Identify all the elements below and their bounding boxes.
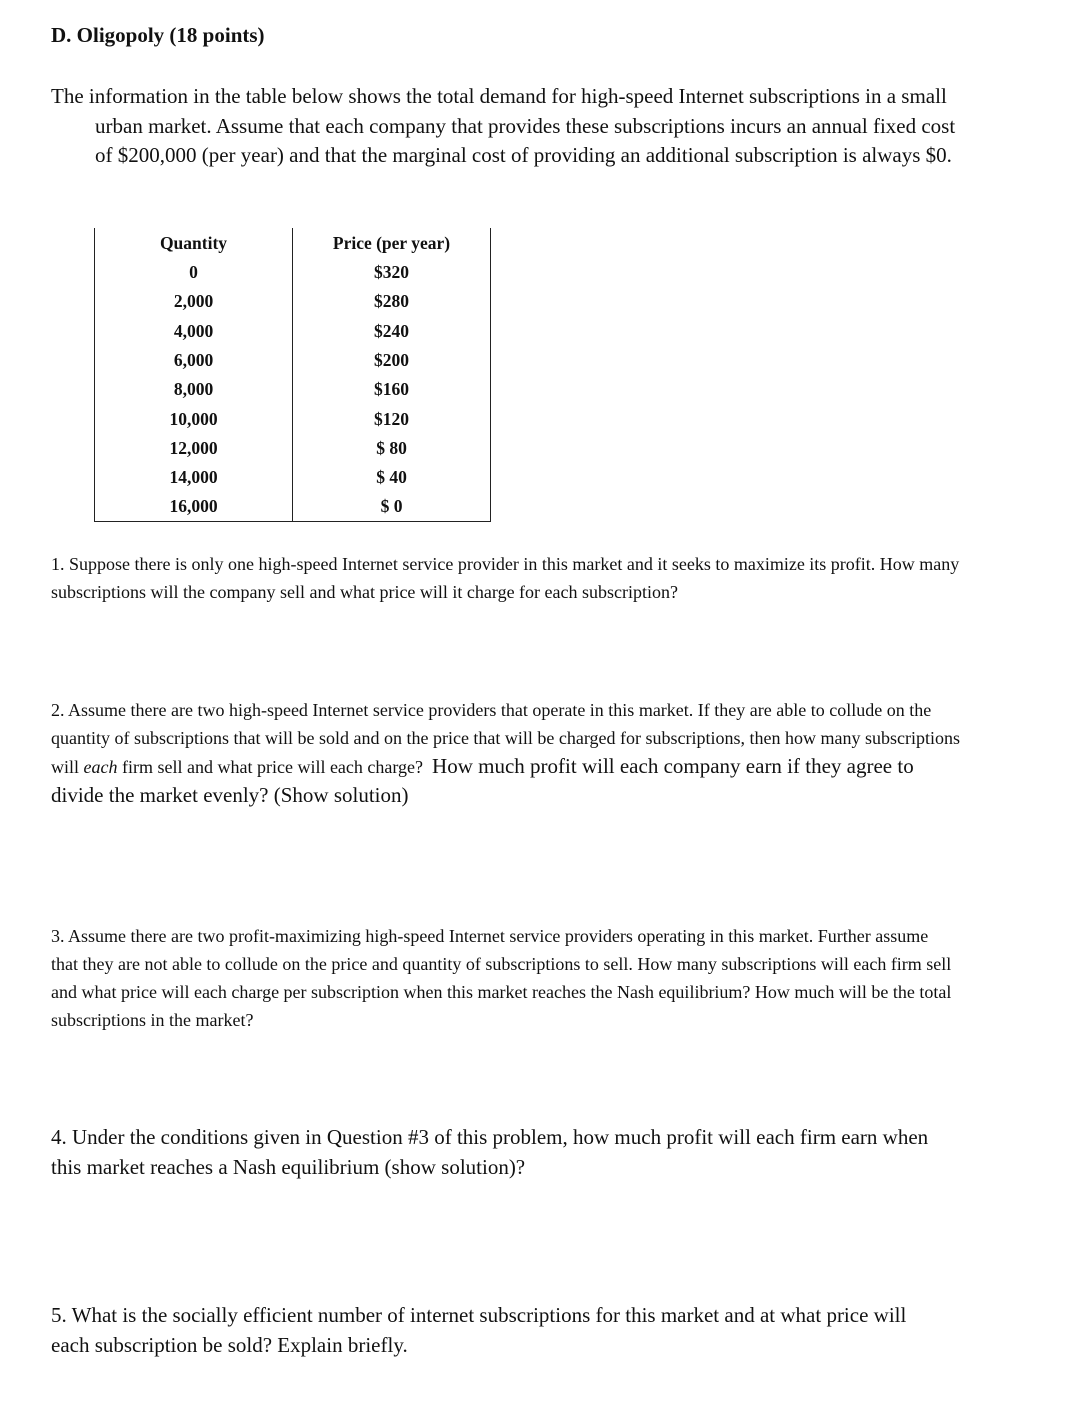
quantity-cell: 0 [189, 262, 198, 282]
quantity-cell: 4,000 [173, 320, 214, 341]
question-2 [51, 696, 963, 810]
quantity-cell: 12,000 [169, 437, 218, 458]
question-2-text: 2. Assume there are two high-speed Internet service providers that operate in this market. If they are able to collude on the quantity of subscriptions that will be sold and on the price that will be charged for subscriptions, then how many subscriptions will [51, 700, 961, 777]
question-2-text-continued: firm sell and what price will each charge? [122, 757, 424, 777]
question-2-tail: How much profit will each company earn if they agree to divide the market evenly? (Show solution) [51, 754, 914, 807]
quantity-cell: 14,000 [169, 467, 218, 488]
price-cell: $240 [374, 320, 409, 341]
quantity-cell: 16,000 [169, 496, 218, 517]
header-quantity: Quantity [159, 233, 228, 253]
question-5: 5. What is the socially efficient number of internet subscriptions for this market and at what price will each subscription be sold? Explain briefly. [51, 1303, 907, 1357]
question-3: 3. Assume there are two profit-maximizing high-speed Internet service providers operating in this market. Further assume that they are not able to collude on the price and quantity of subscriptions to sell. How many subscriptions will each firm sell and what price will each charge per subscription when this market reaches the Nash equilibrium? How much will be the total subscriptions in the market? [51, 926, 952, 1030]
price-cell: $120 [374, 408, 409, 429]
quantity-cell: 6,000 [173, 349, 214, 370]
question-2-emphasis: each [83, 757, 118, 777]
price-cell: $160 [374, 379, 409, 400]
quantity-cell: 8,000 [173, 379, 214, 400]
section-heading: D. Oligopoly (18 points) [51, 23, 265, 47]
question-4: 4. Under the conditions given in Question #3 of this problem, how much profit will each firm earn when this market reaches a Nash equilibrium (show solution)? [51, 1125, 929, 1179]
price-cell: $ 80 [376, 437, 407, 458]
price-cell: $ 0 [380, 496, 403, 517]
intro-paragraph: The information in the table below shows the total demand for high-speed Internet subscriptions in a small urban market. Assume that each company that provides these subscriptions incurs an annual fixed cost of $200,000 (per year) and that the marginal cost of providing an additional subscription is always $0. [51, 84, 956, 168]
demand-table [94, 228, 491, 522]
quantity-cell: 10,000 [169, 408, 218, 429]
header-price: Price (per year) [332, 233, 451, 253]
price-cell: $ 40 [376, 467, 407, 488]
price-cell: $320 [374, 262, 409, 282]
price-cell: $200 [374, 349, 409, 370]
quantity-cell: 2,000 [173, 291, 214, 312]
price-cell: $280 [374, 291, 409, 312]
question-1: 1. Suppose there is only one high-speed Internet service provider in this market and it seeks to maximize its profit. How many subscriptions will the company sell and what price will it charge for each subscription? [51, 554, 960, 602]
